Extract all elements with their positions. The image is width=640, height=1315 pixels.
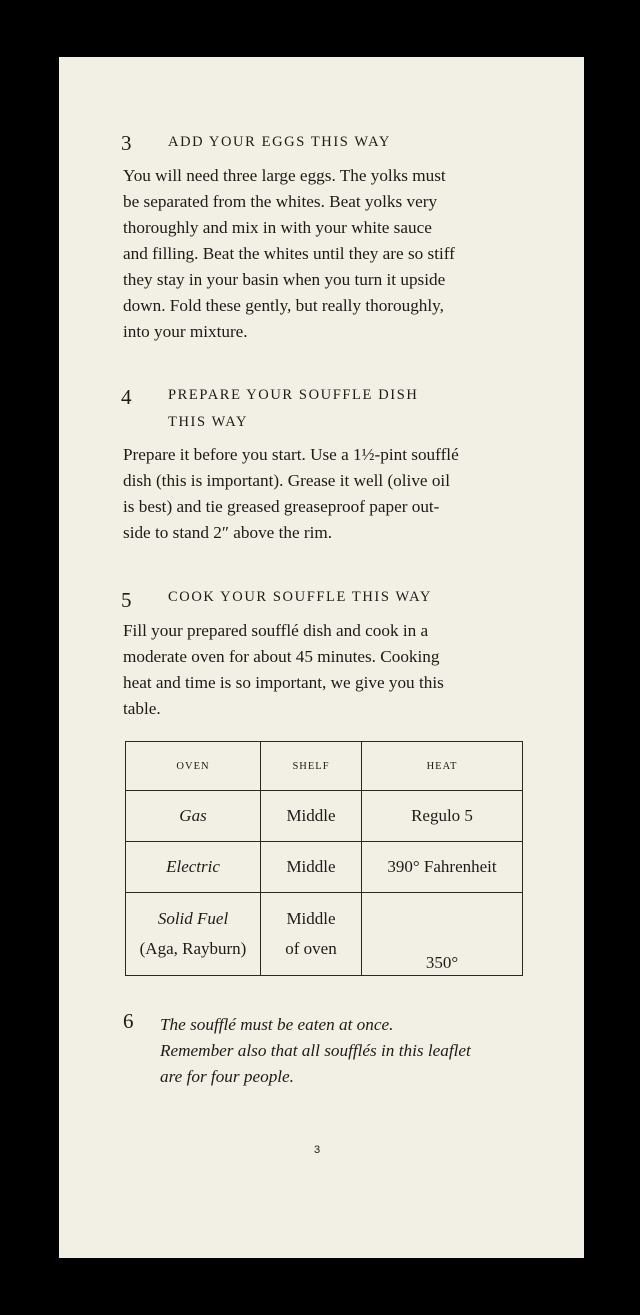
step-3-text xyxy=(123,163,525,345)
oven-cell: Gas xyxy=(126,791,261,842)
step-6-number: 6 xyxy=(123,1009,134,1033)
text-line: and filling. Beat the whites until they are so stiff xyxy=(123,244,455,263)
table-row xyxy=(126,893,523,976)
cooking-heat-table xyxy=(125,741,523,976)
text-line: are for four people. xyxy=(160,1067,294,1086)
text-line: You will need three large eggs. The yolks must xyxy=(123,166,446,185)
step-3-heading: ADD YOUR EGGS THIS WAY xyxy=(168,134,391,150)
text-line: heat and time is so important, we give you this xyxy=(123,673,444,692)
step-4-text xyxy=(123,442,525,546)
step-6-text xyxy=(160,1012,471,1090)
table-row xyxy=(126,842,523,893)
text-line: is best) and tie greased greaseproof paper out- xyxy=(123,497,440,516)
shelf-line: Middle xyxy=(286,909,336,928)
header-shelf: SHELF xyxy=(261,742,362,791)
header-heat: HEAT xyxy=(362,742,523,791)
heat-cell: 390° Fahrenheit xyxy=(362,842,523,893)
text-line: Prepare it before you start. Use a 1½-pint soufflé xyxy=(123,445,459,464)
oven-cell: Electric xyxy=(126,842,261,893)
text-line: into your mixture. xyxy=(123,322,248,341)
text-line: be separated from the whites. Beat yolks very xyxy=(123,192,438,211)
oven-examples: (Aga, Rayburn) xyxy=(139,939,247,958)
text-line: Fill your prepared soufflé dish and cook in a xyxy=(123,621,429,640)
oven-cell xyxy=(126,893,261,976)
text-line: they stay in your basin when you turn it upside xyxy=(123,270,446,289)
text-line: Remember also that all soufflés in this leaflet xyxy=(160,1041,471,1060)
step-3-number: 3 xyxy=(121,131,132,155)
heat-cell: Regulo 5 xyxy=(362,791,523,842)
leaflet-page xyxy=(59,57,584,1258)
text-line: dish (this is important). Grease it well (olive oil xyxy=(123,471,450,490)
step-5-number: 5 xyxy=(121,588,132,612)
shelf-cell xyxy=(261,893,362,976)
text-line: side to stand 2″ above the rim. xyxy=(123,523,333,542)
text-line: table. xyxy=(123,699,161,718)
text-line: down. Fold these gently, but really thoroughly, xyxy=(123,296,444,315)
table-row xyxy=(126,791,523,842)
step-4-number: 4 xyxy=(121,385,132,409)
page-number: 3 xyxy=(314,1144,321,1156)
header-oven: OVEN xyxy=(126,742,261,791)
heat-cell: 350° xyxy=(362,893,523,976)
step-4-heading-line2: THIS WAY xyxy=(168,414,249,430)
oven-name: Solid Fuel xyxy=(157,909,229,928)
step-4-heading: PREPARE YOUR SOUFFLE DISH xyxy=(168,387,419,403)
step-5-heading: COOK YOUR SOUFFLE THIS WAY xyxy=(168,589,432,605)
text-line: thoroughly and mix in with your white sauce xyxy=(123,218,432,237)
text-line: The soufflé must be eaten at once. xyxy=(160,1015,394,1034)
step-5-text xyxy=(123,618,525,722)
text-line: moderate oven for about 45 minutes. Cooking xyxy=(123,647,440,666)
shelf-line: of oven xyxy=(285,939,337,958)
table-header-row xyxy=(126,742,523,791)
shelf-cell: Middle xyxy=(261,842,362,893)
shelf-cell: Middle xyxy=(261,791,362,842)
